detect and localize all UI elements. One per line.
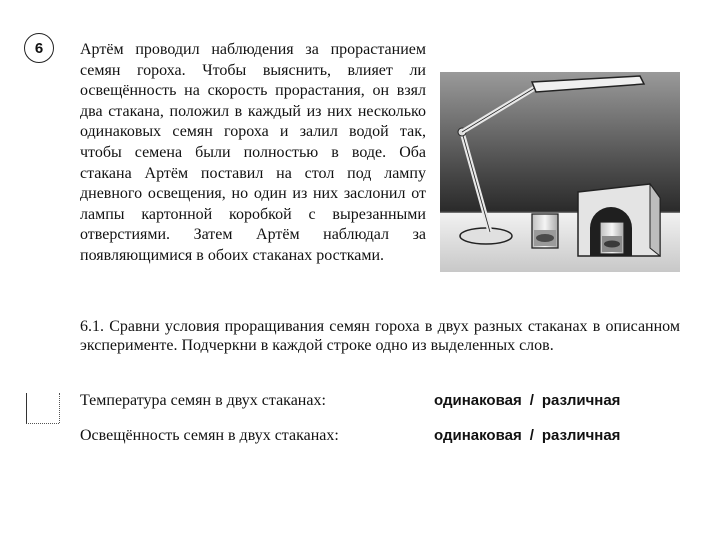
experiment-illustration: [440, 72, 680, 272]
answer-score-box: [26, 393, 59, 424]
glass-covered: [600, 222, 624, 254]
option-different-illumination[interactable]: различная: [541, 427, 621, 444]
row-label-temperature: Температура семян в двух стаканах:: [80, 392, 326, 409]
option-separator: /: [529, 427, 534, 444]
cardboard-box: [578, 184, 660, 256]
row-options-temperature: [434, 392, 620, 409]
option-same-temperature[interactable]: одинаковая: [434, 392, 522, 409]
question-6-1: 6.1. Сравни условия проращивания семян гороха в двух разных стаканах в описанном эксперименте. Подчеркни в каждой строке одно из выделенных слов.: [80, 318, 680, 354]
seeds-open: [536, 234, 554, 242]
task-intro-text: Артём проводил наблюдения за прорастанием семян гороха. Чтобы выяснить, влияет ли освещённость на скорость прорастания, он взял два стакана, положил в каждый из них несколько одинаковых семян гороха и залил водой так, чтобы семена были полностью в воде. Оба стакана Артём поставил на стол под лампу дневного освещения, но один из них заслонил от лампы картонной коробкой с вырезанными отверстиями. Затем Артём наблюдал за появляющимися в обоих стаканах ростками.: [80, 41, 426, 264]
row-options-illumination: [434, 427, 620, 444]
row-temperature: [80, 392, 621, 410]
seeds-covered: [604, 241, 620, 248]
lamp-base: [460, 228, 512, 244]
task-number: 6: [34, 39, 44, 57]
glass-open: [532, 214, 558, 248]
option-same-illumination[interactable]: одинаковая: [434, 427, 522, 444]
option-separator: /: [529, 392, 534, 409]
option-different-temperature[interactable]: различная: [541, 392, 621, 409]
row-label-illumination: Освещённость семян в двух стаканах:: [80, 427, 339, 444]
row-illumination: [80, 427, 621, 445]
task-number-badge: [24, 33, 54, 63]
